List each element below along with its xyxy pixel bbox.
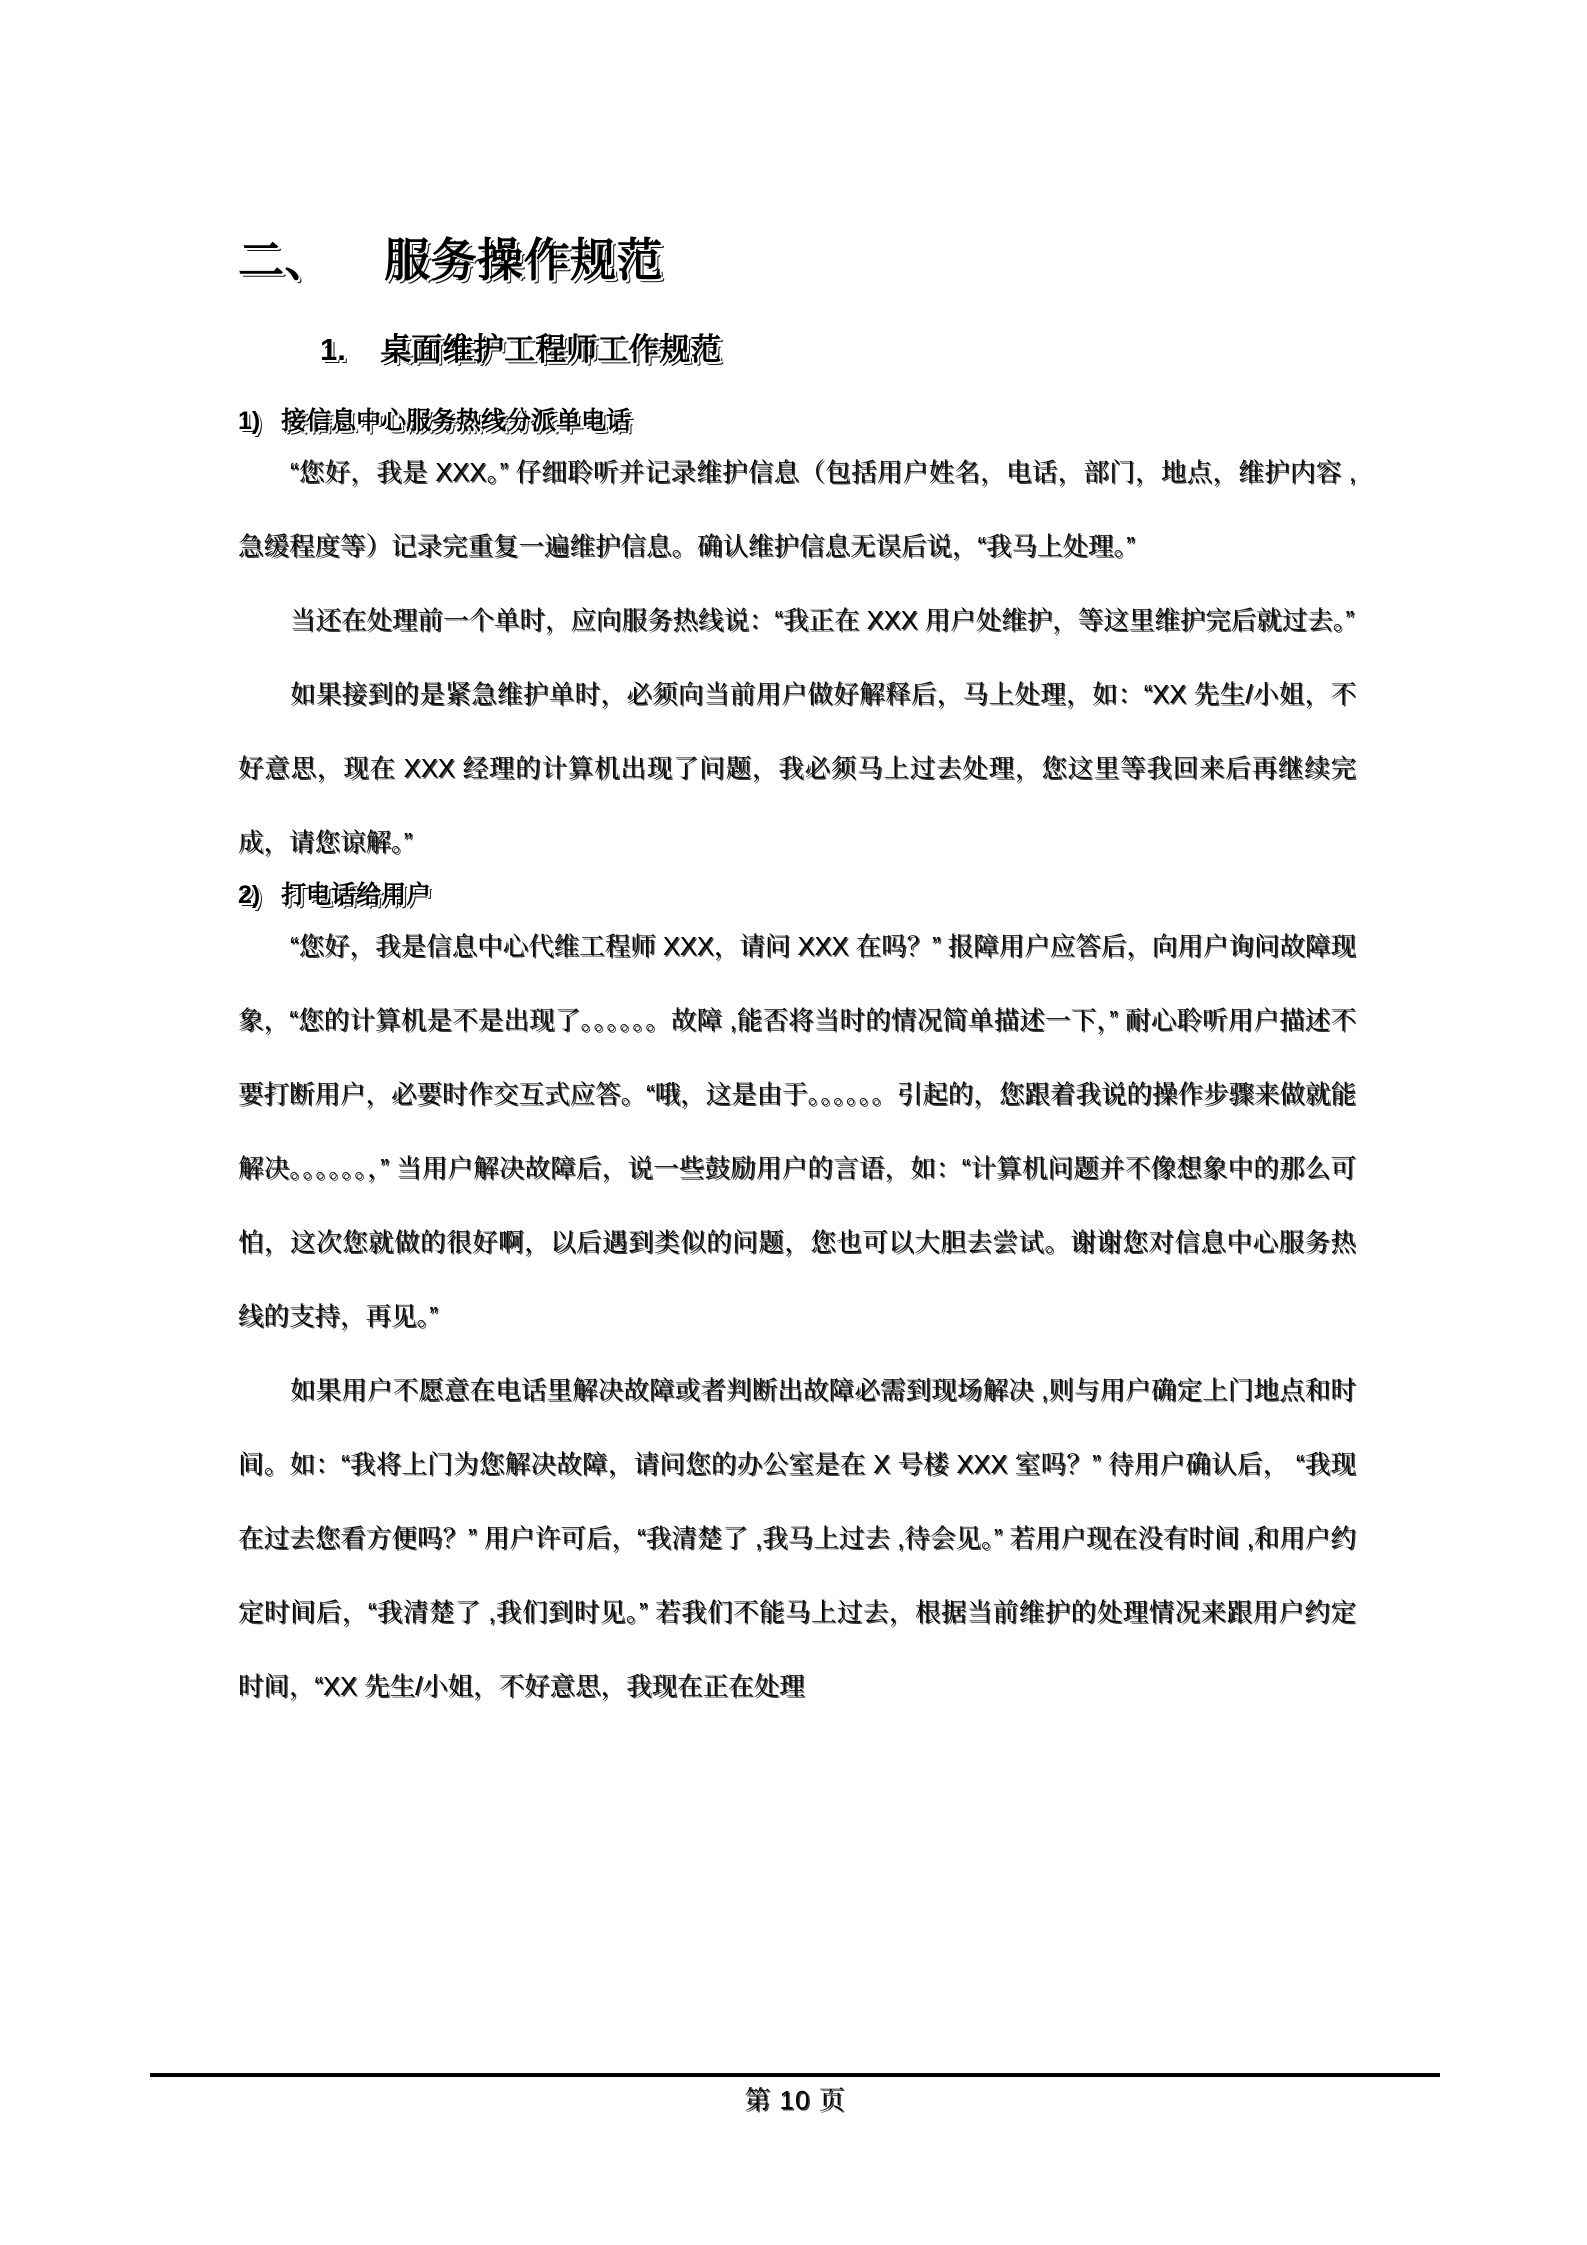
section-2-paragraph-1: “您好，我是信息中心代维工程师 XXX，请问 XXX 在吗？” 报障用户应答后，向用户询问故障现象，“您的计算机是不是出现了。。。。。。故障 ,能否将当时的情况简单描述一下，” 耐心聆听用户描述不要打断用户，必要时作交互式应答。“哦，这是由于。。。。。。引起的，您跟着我说的操作步骤来做就能解决。。。。。。，” 当用户解决故障后，说一些鼓励用户的言语，如：“计算机问题并不像想象中的那么可怕，这次您就做的很好啊，以后遇到类似的问题，您也可以大胆去尝试。谢谢您对信息中心服务热线的支持，再见。”: [238, 933, 1356, 1331]
section-1-heading: 1) 接信息中心服务热线分派单电话: [238, 407, 632, 435]
section-1-paragraph-2: 当还在处理前一个单时，应向服务热线说：“我正在 XXX 用户处维护，等这里维护完后就过去。”: [290, 607, 1354, 635]
page-title: 二、 服务操作规范: [238, 234, 664, 286]
section-1-paragraph-1: “您好，我是 XXX。” 仔细聆听并记录维护信息（包括用户姓名，电话，部门，地点，维护内容 ,急缓程度等）记录完重复一遍维护信息。确认维护信息无误后说，“我马上处理。”: [238, 459, 1356, 561]
section-2: [238, 880, 1356, 1724]
page-number: 第 10 页: [744, 2085, 846, 2115]
section-heading-level-2: 1. 桌面维护工程师工作规范: [320, 332, 722, 367]
body-flow: [238, 406, 1356, 1724]
section-2-paragraph-2: 如果用户不愿意在电话里解决故障或者判断出故障必需到现场解决 ,则与用户确定上门地点和时间。如：“我将上门为您解决故障，请问您的办公室是在 X 号楼 XXX 室吗？” 待用户确认后， “我现在过去您看方便吗？” 用户许可后，“我清楚了 ,我马上过去 ,待会见。” 若用户现在没有时间 ,和用户约定时间后，“我清楚了 ,我们到时见。” 若我们不能马上过去，根据当前维护的处理情况来跟用户约定时间，“XX 先生/小姐，不好意思，我现在正在处理: [238, 1377, 1356, 1701]
section-2-heading: 2) 打电话给用户: [238, 881, 432, 909]
section-1-paragraph-3: 如果接到的是紧急维护单时，必须向当前用户做好解释后，马上处理，如：“XX 先生/小姐，不好意思，现在 XXX 经理的计算机出现了问题，我必须马上过去处理，您这里等我回来后再继续完成，请您谅解。”: [238, 681, 1356, 857]
page-footer: [150, 2073, 1440, 2117]
section-1: [238, 406, 1356, 880]
